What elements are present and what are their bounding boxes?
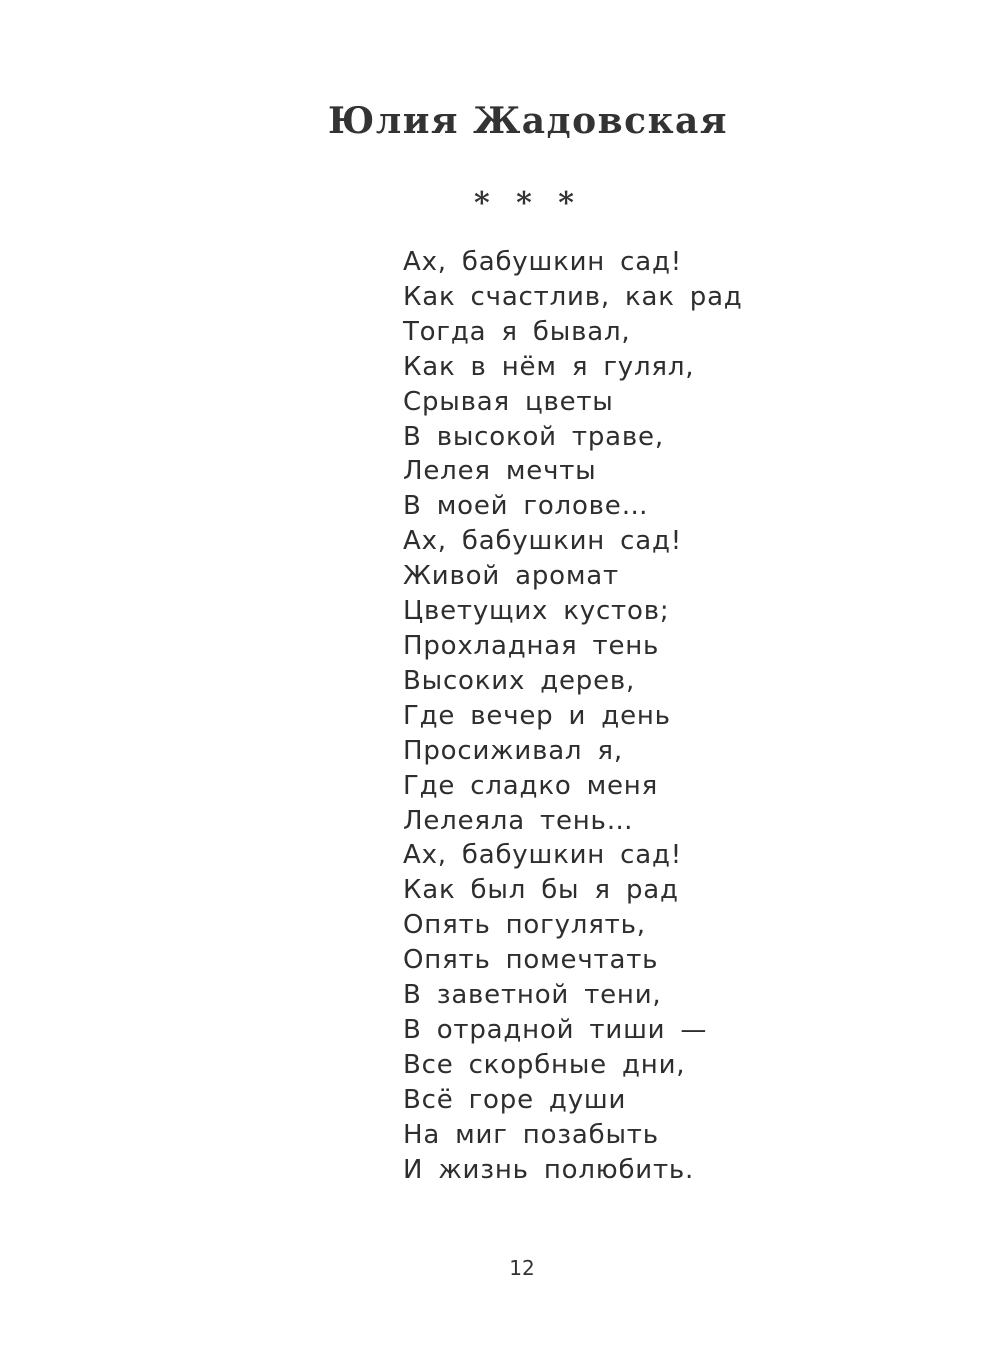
poem-line: В высокой траве, <box>403 421 664 452</box>
poem-line: Как счастлив, как рад <box>403 281 743 312</box>
poem-line: И жизнь полюбить. <box>403 1154 695 1185</box>
poem-line: Просиживал я, <box>403 735 623 766</box>
poem-line: На миг позабыть <box>403 1119 659 1150</box>
poem-line: Как в нём я гулял, <box>403 351 695 382</box>
poem-line: В моей голове… <box>403 491 649 522</box>
author-heading: Юлия Жадовская <box>328 100 728 142</box>
poem-line: Живой аромат <box>403 561 619 592</box>
poem-line: Цветущих кустов; <box>403 596 670 627</box>
poem-line: Лелея мечты <box>403 456 597 487</box>
poem-line: Ах, бабушкин сад! <box>403 840 682 871</box>
poem-line: Лелеяла тень… <box>403 805 634 836</box>
poem-line: В отрадной тиши — <box>403 1014 708 1045</box>
poem-line: Всё горе души <box>403 1084 627 1115</box>
poem-line: Ах, бабушкин сад! <box>403 247 682 277</box>
poem-line: Опять помечтать <box>403 945 659 976</box>
poem-line: Тогда я бывал, <box>403 316 631 347</box>
poem-line: Прохладная тень <box>403 630 660 661</box>
poem-line: Все скорбные дни, <box>403 1049 686 1080</box>
poem-line: Опять погулять, <box>403 910 646 941</box>
poem-line: Как был бы я рад <box>403 875 679 906</box>
poem-text <box>403 245 963 1187</box>
section-ornament: * * * <box>474 186 582 221</box>
poem-line: Где сладко меня <box>403 770 659 801</box>
poem-line: Срывая цветы <box>403 386 614 417</box>
poem-line: Где вечер и день <box>403 700 671 731</box>
poem-line: Высоких дерев, <box>403 665 636 696</box>
poem-line: В заветной тени, <box>403 980 662 1011</box>
poem-line: Ах, бабушкин сад! <box>403 526 682 557</box>
page-number: 12 <box>509 1256 535 1280</box>
